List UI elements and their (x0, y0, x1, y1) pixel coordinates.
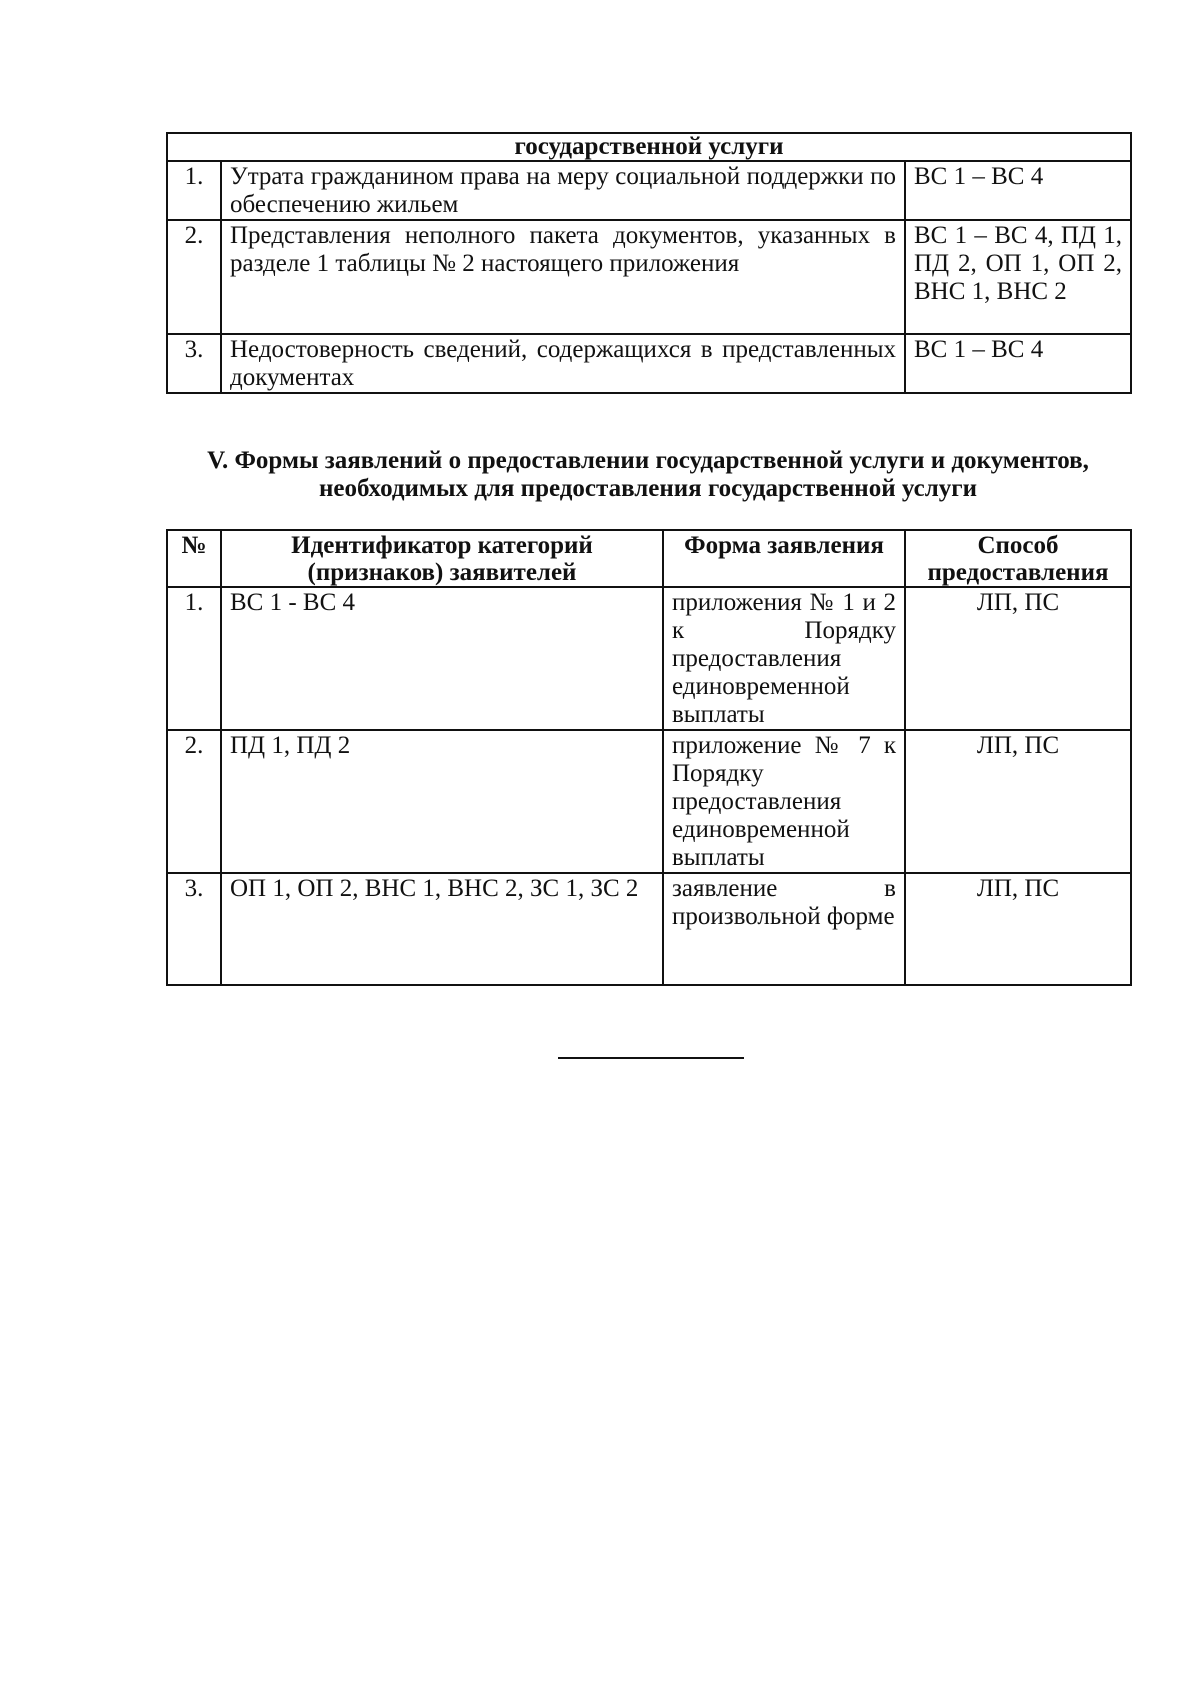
applicant-codes: ВС 1 – ВС 4 (905, 161, 1131, 220)
grounds-table-header: государственной услуги (167, 133, 1131, 161)
end-of-document-rule (558, 1057, 744, 1059)
header-form: Форма заявления (663, 530, 905, 587)
row-number: 1. (167, 161, 221, 220)
applicant-codes: ВС 1 – ВС 4 (905, 334, 1131, 393)
application-form: заявление в произвольной форме (663, 873, 905, 985)
applicant-identifier: ОП 1, ОП 2, ВНС 1, ВНС 2, ЗС 1, ЗС 2 (221, 873, 663, 985)
header-method: Способ предоставления (905, 530, 1131, 587)
table-row (167, 334, 1131, 393)
row-number: 2. (167, 220, 221, 334)
table-row (167, 161, 1131, 220)
section-title-line-2: необходимых для предоставления государственной услуги (319, 475, 977, 502)
submission-method: ЛП, ПС (905, 730, 1131, 873)
grounds-table (166, 132, 1132, 394)
ground-text: Представления неполного пакета документов, указанных в разделе 1 таблицы № 2 настоящего приложения (221, 220, 905, 334)
ground-text: Недостоверность сведений, содержащихся в представленных документах (221, 334, 905, 393)
applicant-identifier: ПД 1, ПД 2 (221, 730, 663, 873)
table-row (167, 873, 1131, 985)
applicant-codes: ВС 1 – ВС 4, ПД 1, ПД 2, ОП 1, ОП 2, ВНС 1, ВНС 2 (905, 220, 1131, 334)
row-number: 2. (167, 730, 221, 873)
table-row (167, 730, 1131, 873)
submission-method: ЛП, ПС (905, 873, 1131, 985)
section-title (150, 447, 1146, 503)
row-number: 1. (167, 587, 221, 730)
header-identifier: Идентификатор категорий (признаков) заявителей (221, 530, 663, 587)
row-number: 3. (167, 873, 221, 985)
applicant-identifier: ВС 1 - ВС 4 (221, 587, 663, 730)
header-number: № (167, 530, 221, 587)
row-number: 3. (167, 334, 221, 393)
table-row (167, 587, 1131, 730)
table-row (167, 220, 1131, 334)
application-form: приложение № 7 к Порядку предоставления единовременной выплаты (663, 730, 905, 873)
section-title-line-1: V. Формы заявлений о предоставлении государственной услуги и документов, (207, 447, 1089, 474)
table-header-row (167, 530, 1131, 587)
application-form: приложения № 1 и 2 к Порядку предоставления единовременной выплаты (663, 587, 905, 730)
submission-method: ЛП, ПС (905, 587, 1131, 730)
application-forms-table (166, 529, 1132, 986)
ground-text: Утрата гражданином права на меру социальной поддержки по обеспечению жильем (221, 161, 905, 220)
